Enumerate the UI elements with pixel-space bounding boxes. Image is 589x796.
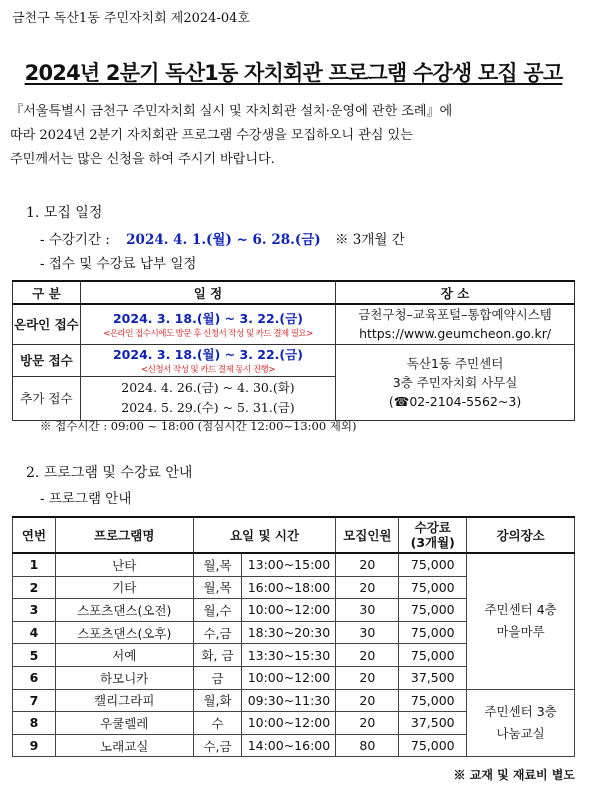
row-number: 4 [13, 621, 56, 644]
row-number: 7 [13, 689, 56, 712]
table-row [13, 689, 575, 712]
schedule-table [12, 280, 575, 421]
table-header-row [13, 517, 575, 553]
program-fee: 75,000 [399, 689, 467, 712]
program-time: 10:00~12:00 [242, 666, 336, 689]
program-days: 월,목 [193, 576, 242, 599]
header-cell: 강의장소 [467, 517, 575, 553]
program-capacity: 30 [336, 621, 399, 644]
visit-place-floor: 3층 주민자치회 사무실 [392, 374, 518, 390]
extra-date: 2024. 5. 29.(수) ~ 5. 31.(금) [121, 400, 295, 415]
program-time: 10:00~12:00 [242, 712, 336, 735]
program-time: 16:00~18:00 [242, 576, 336, 599]
table-row [13, 304, 575, 344]
program-time: 13:30~15:30 [242, 644, 336, 667]
program-capacity: 20 [336, 576, 399, 599]
program-days: 화, 금 [193, 644, 242, 667]
visit-date: 2024. 3. 18.(월) ~ 3. 22.(금) [112, 347, 303, 362]
visit-label: 방문 접수 [13, 344, 81, 376]
period-line [40, 228, 405, 248]
header-cell: 구 분 [13, 281, 81, 304]
program-capacity: 20 [336, 644, 399, 667]
header-cell: 프로그램명 [55, 517, 193, 553]
header-cell: 요일 및 시간 [193, 517, 336, 553]
header-cell: 모집인원 [336, 517, 399, 553]
program-time: 18:30~20:30 [242, 621, 336, 644]
program-days: 수,금 [193, 734, 242, 757]
place-room: 나눔교실 [496, 725, 545, 741]
footer-note: ※ 교재 및 재료비 별도 [453, 768, 575, 782]
table-row [13, 553, 575, 576]
program-days: 월,수 [193, 599, 242, 622]
online-date-cell [80, 304, 335, 344]
extra-date: 2024. 4. 26.(금) ~ 4. 30.(화) [121, 380, 295, 395]
program-days: 수 [193, 712, 242, 735]
program-name: 스포츠댄스(오전) [55, 599, 193, 622]
program-capacity: 20 [336, 553, 399, 576]
row-number: 5 [13, 644, 56, 667]
row-number: 3 [13, 599, 56, 622]
visit-note: <신청서 작성 및 카드 결제 동시 진행> [141, 365, 275, 375]
place-name: 주민센터 4층 [484, 602, 557, 618]
program-time: 10:00~12:00 [242, 599, 336, 622]
program-capacity: 20 [336, 666, 399, 689]
program-capacity: 20 [336, 689, 399, 712]
place-room: 마을마루 [496, 624, 545, 640]
program-table [12, 516, 575, 757]
program-name: 하모니카 [55, 666, 193, 689]
extra-date-cell [80, 376, 335, 420]
online-place-cell [336, 304, 575, 344]
program-fee: 37,500 [399, 712, 467, 735]
extra-label: 추가 접수 [13, 376, 81, 420]
program-name: 기타 [55, 576, 193, 599]
row-number: 6 [13, 666, 56, 689]
program-name: 우쿨렐레 [55, 712, 193, 735]
program-fee: 75,000 [399, 553, 467, 576]
program-days: 수,금 [193, 621, 242, 644]
fee-header: 수강료 [414, 520, 451, 535]
place-cell [467, 553, 575, 689]
program-capacity: 80 [336, 734, 399, 757]
table-header-row [13, 281, 575, 304]
period-note: ※ 3개월 간 [334, 232, 405, 248]
program-capacity: 20 [336, 712, 399, 735]
program-name: 서예 [55, 644, 193, 667]
program-days: 금 [193, 666, 242, 689]
visit-place: 독산1동 주민센터 [406, 355, 504, 371]
row-number: 9 [13, 734, 56, 757]
period-value: 2024. 4. 1.(월) ~ 6. 28.(금) [126, 232, 321, 248]
program-days: 월,화 [193, 689, 242, 712]
program-name: 난타 [55, 553, 193, 576]
program-days: 월,목 [193, 553, 242, 576]
reception-time-note: ※ 접수시간 : 09:00 ~ 18:00 (점심시간 12:00~13:00 제외) [40, 419, 357, 433]
header-cell [399, 517, 467, 553]
intro-line: 『서울특별시 금천구 주민자치회 실시 및 자치회관 설치·운영에 관한 조례』에 [10, 104, 453, 119]
online-note: <온라인 접수시에도 방문 후 신청서 작성 및 카드 결제 필요> [103, 329, 313, 340]
row-number: 2 [13, 576, 56, 599]
program-subheading: - 프로그램 안내 [40, 491, 132, 507]
program-capacity: 30 [336, 599, 399, 622]
program-fee: 75,000 [399, 621, 467, 644]
row-number: 8 [13, 712, 56, 735]
header-cell: 일 정 [80, 281, 335, 304]
program-name: 스포츠댄스(오후) [55, 621, 193, 644]
online-date: 2024. 3. 18.(월) ~ 3. 22.(금) [112, 311, 303, 327]
intro-paragraph [10, 100, 582, 172]
program-name: 노래교실 [55, 734, 193, 757]
page-title: 2024년 2분기 독산1동 자치회관 프로그램 수강생 모집 공고 [24, 61, 563, 85]
program-time: 13:00~15:00 [242, 553, 336, 576]
intro-line: 따라 2024년 2분기 자치회관 프로그램 수강생을 모집하오니 관심 있는 [10, 128, 413, 143]
fee-header-sub: (3개월) [410, 535, 455, 550]
row-number: 1 [13, 553, 56, 576]
header-cell: 장 소 [336, 281, 575, 304]
period-label: - 수강기간 : [40, 232, 110, 248]
program-fee: 75,000 [399, 734, 467, 757]
schedule-subheading: - 접수 및 수강료 납부 일정 [40, 256, 197, 272]
header-cell: 연번 [13, 517, 56, 553]
table-row [13, 344, 575, 376]
program-fee: 75,000 [399, 599, 467, 622]
program-fee: 37,500 [399, 666, 467, 689]
online-label: 온라인 접수 [13, 304, 81, 344]
program-time: 09:30~11:30 [242, 689, 336, 712]
place-cell [467, 689, 575, 757]
program-name: 캘리그라피 [55, 689, 193, 712]
visit-place-cell [336, 344, 575, 420]
section2-heading: 2. 프로그램 및 수강료 안내 [26, 465, 193, 481]
visit-phone: (☎02-2104-5562~3) [388, 393, 522, 409]
doc-number: 금천구 독산1동 주민자치회 제2024-04호 [12, 11, 250, 26]
intro-line: 주민께서는 많은 신청을 하여 주시기 바랍니다. [10, 152, 275, 167]
program-fee: 75,000 [399, 576, 467, 599]
program-time: 14:00~16:00 [242, 734, 336, 757]
place-name: 주민센터 3층 [484, 703, 557, 719]
online-place: 금천구청–교육포털–통합예약시스템 [358, 307, 552, 323]
visit-date-cell [80, 344, 335, 376]
program-fee: 75,000 [399, 644, 467, 667]
online-url: https://www.geumcheon.go.kr/ [359, 326, 552, 342]
section1-heading: 1. 모집 일정 [26, 205, 103, 221]
